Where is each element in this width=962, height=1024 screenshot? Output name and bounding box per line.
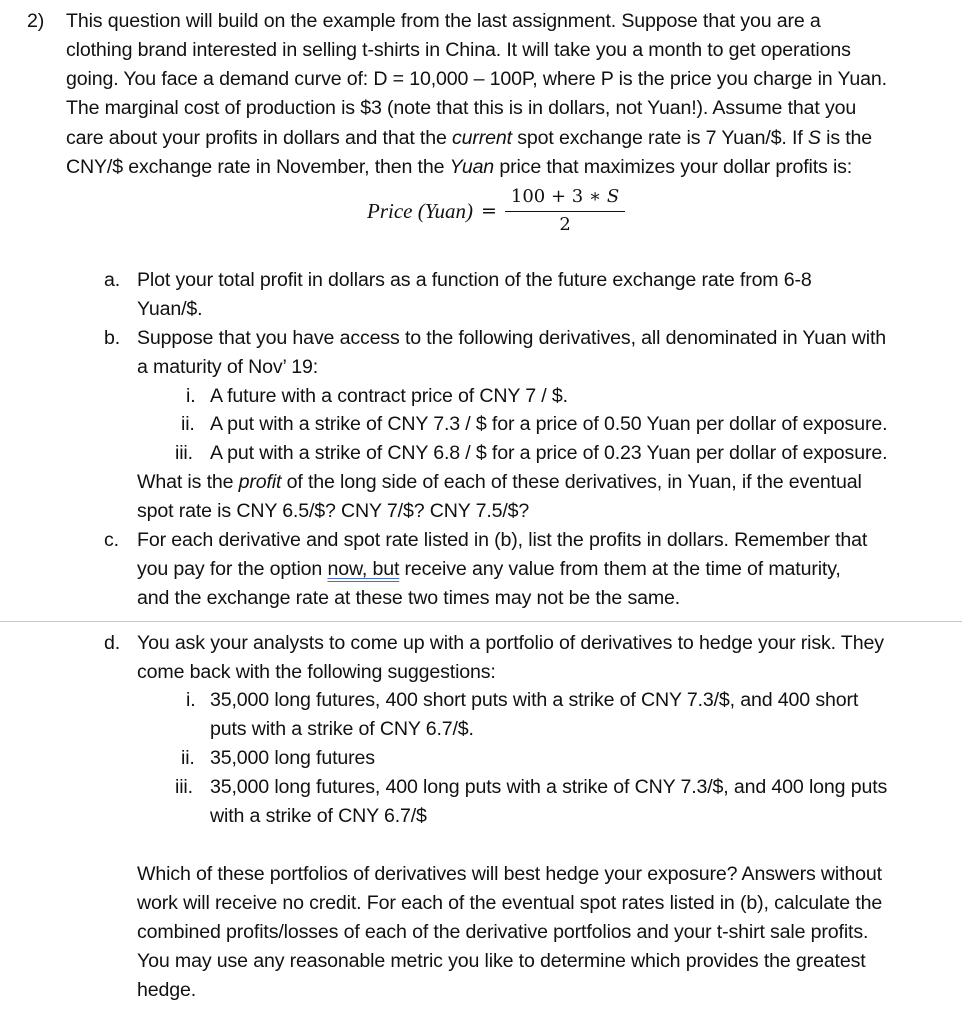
part-d-item-text: with a strike of CNY 6.7/$ [210,805,427,827]
part-a-label: a. [104,269,121,291]
part-b-line-1: Suppose that you have access to the following derivatives, all denominated in Yuan with [137,327,887,349]
intro-line-1: This question will build on the example from the last assignment. Suppose that you are a [66,10,821,32]
part-d-closing-line: You may use any reasonable metric you like to determine which provides the greatest [137,950,866,972]
part-b-item-label: iii. [175,442,193,464]
part-b-item-text: A put with a strike of CNY 6.8 / $ for a price of 0.23 Yuan per dollar of exposure. [210,442,888,464]
formula-fraction [505,185,625,238]
part-d-item-text: puts with a strike of CNY 6.7/$. [210,718,474,740]
part-b-item-text: A put with a strike of CNY 7.3 / $ for a price of 0.50 Yuan per dollar of exposure. [210,413,888,435]
intro-line-6: CNY/$ exchange rate in November, then the Yuan price that maximizes your dollar profits is: [66,156,853,178]
intro-line-2: clothing brand interested in selling t-shirts in China. It will take you a month to get operations [66,39,851,61]
part-b-follow-line-1: What is the profit of the long side of each of these derivatives, in Yuan, if the eventual [137,471,862,493]
formula-equals: = [480,200,497,222]
part-d-item-text: 35,000 long futures, 400 long puts with a strike of CNY 7.3/$, and 400 long puts [210,776,888,798]
part-d-closing-line: work will receive no credit. For each of the eventual spot rates listed in (b), calculate the [137,892,883,914]
part-d-line-2: come back with the following suggestions: [137,661,496,683]
part-b-line-2: a maturity of Nov’ 19: [137,356,319,378]
part-b-item-label: ii. [181,413,195,435]
part-d-item-label: iii. [175,776,193,798]
part-d-item-label: ii. [181,747,195,769]
formula-denominator: 2 [559,213,571,235]
part-c-line-3: and the exchange rate at these two times may not be the same. [137,587,681,609]
formula-numerator: 100 + 3 ∗ S [505,185,625,212]
part-d-item-text: 35,000 long futures [210,747,375,769]
part-b-item-label: i. [186,385,196,407]
intro-line-4: The marginal cost of production is $3 (note that this is in dollars, not Yuan!). Assume that you [66,97,857,119]
part-d-closing-line: hedge. [137,979,197,1001]
part-c-line-1: For each derivative and spot rate listed in (b), list the profits in dollars. Remember that [137,529,868,551]
page-divider [0,621,962,622]
part-d-item-label: i. [186,689,196,711]
intro-line-3: going. You face a demand curve of: D = 10,000 – 100P, where P is the price you charge in Yuan. [66,68,887,90]
part-b-item-text: A future with a contract price of CNY 7 / $. [210,385,568,407]
part-b-label: b. [104,327,121,349]
formula-lhs: Price (Yuan) [367,198,473,223]
grammar-underline: now, but [327,558,400,580]
part-c-line-2: you pay for the option now, but receive any value from them at the time of maturity, [137,558,841,580]
part-d-line-1: You ask your analysts to come up with a portfolio of derivatives to hedge your risk. They [137,632,884,654]
part-d-label: d. [104,632,121,654]
price-formula [367,183,625,239]
intro-line-5: care about your profits in dollars and that the current spot exchange rate is 7 Yuan/$. If S is the [66,127,873,149]
part-a-line-2: Yuan/$. [137,298,203,320]
part-d-item-text: 35,000 long futures, 400 short puts with a strike of CNY 7.3/$, and 400 short [210,689,859,711]
part-d-closing-line: Which of these portfolios of derivatives will best hedge your exposure? Answers without [137,863,882,885]
part-a-line-1: Plot your total profit in dollars as a function of the future exchange rate from 6-8 [137,269,812,291]
question-number: 2) [27,10,45,32]
part-b-follow-line-2: spot rate is CNY 6.5/$? CNY 7/$? CNY 7.5/$? [137,500,530,522]
part-c-label: c. [104,529,119,551]
part-d-closing-line: combined profits/losses of each of the derivative portfolios and your t-shirt sale profits. [137,921,869,943]
